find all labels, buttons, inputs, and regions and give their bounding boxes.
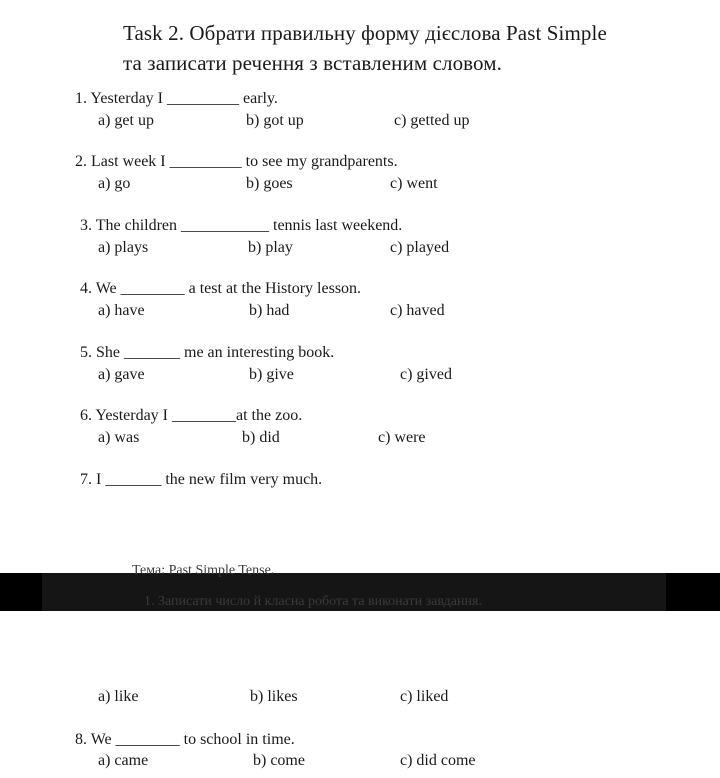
q8-option-b: b) come bbox=[253, 752, 305, 769]
q6-option-a: a) was bbox=[98, 429, 140, 446]
q5-option-c: c) gived bbox=[400, 366, 452, 383]
q5-option-b: b) give bbox=[249, 366, 294, 383]
q4-option-b: b) had bbox=[249, 302, 290, 319]
question-7: 7. I _______ the new film very much. bbox=[80, 471, 323, 488]
question-3: 3. The children ___________ tennis last weekend. bbox=[80, 217, 403, 234]
q4-option-a: a) have bbox=[98, 302, 145, 319]
q7-option-c: c) liked bbox=[400, 688, 449, 705]
q6-option-b: b) did bbox=[242, 429, 280, 446]
question-6: 6. Yesterday I ________at the zoo. bbox=[80, 407, 303, 424]
task-title-line-1: Task 2. Обрати правильну форму дієслова Past Simple bbox=[123, 21, 607, 45]
q1-option-c: c) getted up bbox=[394, 112, 470, 129]
question-4: 4. We ________ a test at the History lesson. bbox=[80, 280, 362, 297]
dark-band-inner bbox=[42, 563, 666, 611]
q2-option-c: c) went bbox=[390, 175, 438, 192]
question-1: 1. Yesterday I _________ early. bbox=[75, 90, 278, 107]
q2-option-b: b) goes bbox=[246, 175, 293, 192]
q1-option-b: b) got up bbox=[246, 112, 304, 129]
q3-option-a: a) plays bbox=[98, 239, 149, 256]
q7-option-a: a) like bbox=[98, 688, 139, 705]
band-ghost-text-2: 1. Записати число й класна робота та виконати завдання. bbox=[144, 594, 482, 609]
q7-option-b: b) likes bbox=[250, 688, 298, 705]
q8-option-a: a) came bbox=[98, 752, 149, 769]
q8-option-c: c) did come bbox=[400, 752, 476, 769]
q4-option-c: c) haved bbox=[390, 302, 445, 319]
question-2: 2. Last week I _________ to see my grandparents. bbox=[75, 153, 398, 170]
q3-option-b: b) play bbox=[248, 239, 293, 256]
q6-option-c: c) were bbox=[378, 429, 426, 446]
question-5: 5. She _______ me an interesting book. bbox=[80, 344, 335, 361]
q3-option-c: c) played bbox=[390, 239, 450, 256]
task-title-line-2: та записати речення з вставленим словом. bbox=[123, 51, 502, 75]
q2-option-a: a) go bbox=[98, 175, 131, 192]
q1-option-a: a) get up bbox=[98, 112, 154, 129]
q5-option-a: a) gave bbox=[98, 366, 145, 383]
task-title bbox=[123, 18, 607, 78]
question-8: 8. We ________ to school in time. bbox=[75, 731, 295, 748]
band-ghost-text-1: Тема: Past Simple Tense. bbox=[132, 563, 275, 578]
